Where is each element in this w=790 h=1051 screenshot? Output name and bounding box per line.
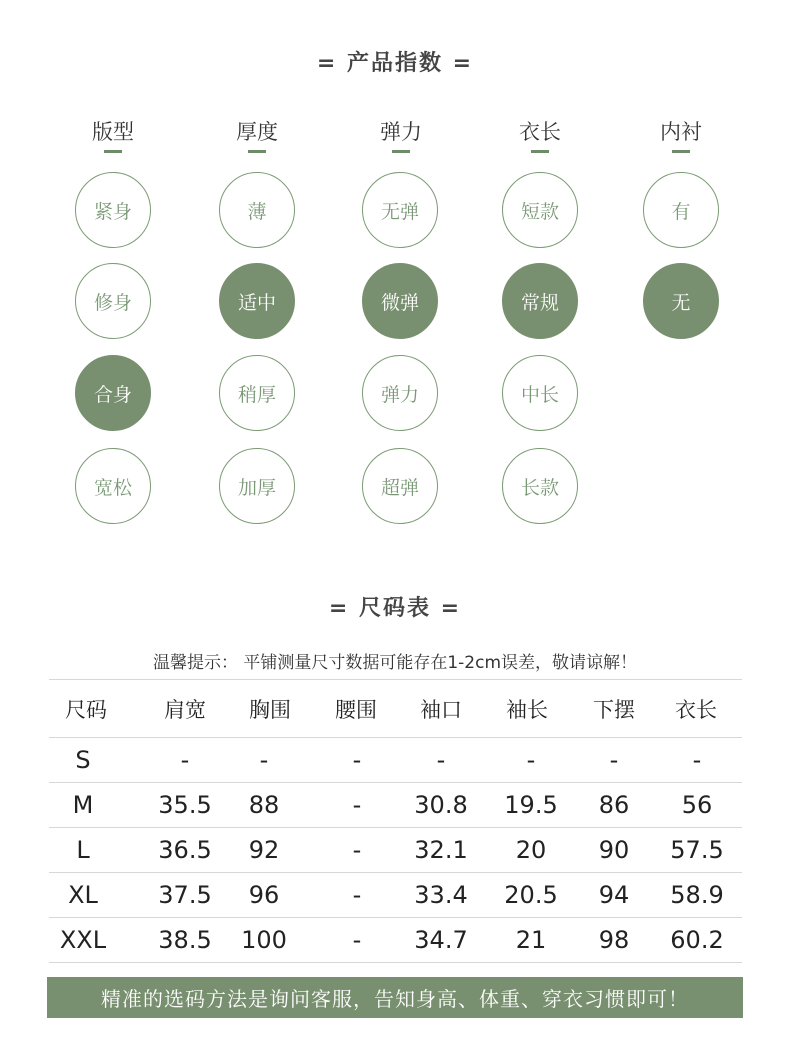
size-table-header-row	[49, 679, 742, 737]
fit-option-bubble: 修身	[75, 263, 151, 339]
table-cell: 96	[248, 881, 280, 909]
table-cell: 19.5	[504, 791, 558, 819]
table-cell: M	[72, 791, 94, 819]
size-table	[49, 679, 742, 963]
table-cell: -	[692, 746, 702, 774]
fit-option-bubble: 宽松	[75, 448, 151, 524]
size-table-row	[49, 872, 742, 917]
lining-option-bubble: 有	[643, 172, 719, 248]
table-cell: 86	[598, 791, 630, 819]
measurement-note: 温馨提示： 平铺测量尺寸数据可能存在1-2cm误差，敬请谅解！	[152, 653, 638, 673]
column-underline	[392, 150, 410, 153]
table-cell: 36.5	[158, 836, 212, 864]
table-cell: XL	[68, 881, 98, 909]
table-cell: 56	[681, 791, 713, 819]
table-cell: L	[76, 836, 90, 864]
table-cell: 57.5	[670, 836, 724, 864]
size-table-row	[49, 827, 742, 872]
table-cell: 33.4	[414, 881, 468, 909]
header-cell: 尺码	[65, 697, 107, 722]
elasticity-option-bubble: 无弹	[362, 172, 438, 248]
header-cell: 袖长	[506, 697, 548, 722]
column-header-length: 衣长	[519, 120, 561, 144]
table-cell: -	[436, 746, 446, 774]
column-header-lining: 内衬	[660, 120, 702, 144]
table-cell: 98	[598, 926, 630, 954]
table-cell: -	[259, 746, 269, 774]
fit-option-bubble: 紧身	[75, 172, 151, 248]
length-option-bubble: 长款	[502, 448, 578, 524]
header-cell: 腰围	[335, 697, 377, 722]
table-cell: 20	[515, 836, 547, 864]
elasticity-option-bubble: 弹力	[362, 355, 438, 431]
size-chart-title: = 尺码表 =	[328, 596, 462, 621]
table-cell: 37.5	[158, 881, 212, 909]
table-cell: -	[352, 836, 362, 864]
column-underline	[531, 150, 549, 153]
table-cell: 30.8	[414, 791, 468, 819]
thickness-option-bubble: 稍厚	[219, 355, 295, 431]
header-cell: 袖口	[420, 697, 462, 722]
table-cell: XXL	[59, 926, 107, 954]
table-cell: -	[526, 746, 536, 774]
header-cell: 胸围	[249, 697, 291, 722]
column-header-thickness: 厚度	[236, 120, 278, 144]
size-table-row	[49, 782, 742, 827]
table-cell: 38.5	[158, 926, 212, 954]
thickness-option-bubble: 薄	[219, 172, 295, 248]
lining-option-bubble-selected: 无	[643, 263, 719, 339]
header-cell: 肩宽	[164, 697, 206, 722]
table-cell: -	[352, 881, 362, 909]
fit-option-bubble-selected: 合身	[75, 355, 151, 431]
table-cell: 21	[515, 926, 547, 954]
table-cell: 32.1	[414, 836, 468, 864]
table-cell: S	[75, 746, 91, 774]
table-cell: -	[352, 746, 362, 774]
length-option-bubble: 短款	[502, 172, 578, 248]
size-table-row	[49, 737, 742, 782]
table-cell: 34.7	[414, 926, 468, 954]
table-cell: -	[609, 746, 619, 774]
table-cell: -	[352, 926, 362, 954]
length-option-bubble: 中长	[502, 355, 578, 431]
table-cell: -	[352, 791, 362, 819]
table-cell: 60.2	[670, 926, 724, 954]
table-cell: 92	[248, 836, 280, 864]
length-option-bubble-selected: 常规	[502, 263, 578, 339]
table-cell: -	[180, 746, 190, 774]
elasticity-option-bubble: 超弹	[362, 448, 438, 524]
column-underline	[248, 150, 266, 153]
column-underline	[672, 150, 690, 153]
table-cell: 58.9	[670, 881, 724, 909]
header-cell: 下摆	[593, 697, 635, 722]
table-cell: 35.5	[158, 791, 212, 819]
sizing-advice-banner: 精准的选码方法是询问客服，告知身高、体重、穿衣习惯即可！	[47, 977, 743, 1018]
table-cell: 20.5	[504, 881, 558, 909]
thickness-option-bubble: 加厚	[219, 448, 295, 524]
table-cell: 90	[598, 836, 630, 864]
table-cell: 100	[241, 926, 287, 954]
size-table-row	[49, 917, 742, 963]
column-header-elasticity: 弹力	[380, 120, 422, 144]
table-cell: 94	[598, 881, 630, 909]
product-index-title: = 产品指数 =	[316, 51, 474, 76]
elasticity-option-bubble-selected: 微弹	[362, 263, 438, 339]
column-header-fit: 版型	[92, 120, 134, 144]
column-underline	[104, 150, 122, 153]
thickness-option-bubble-selected: 适中	[219, 263, 295, 339]
table-cell: 88	[248, 791, 280, 819]
header-cell: 衣长	[675, 697, 717, 722]
